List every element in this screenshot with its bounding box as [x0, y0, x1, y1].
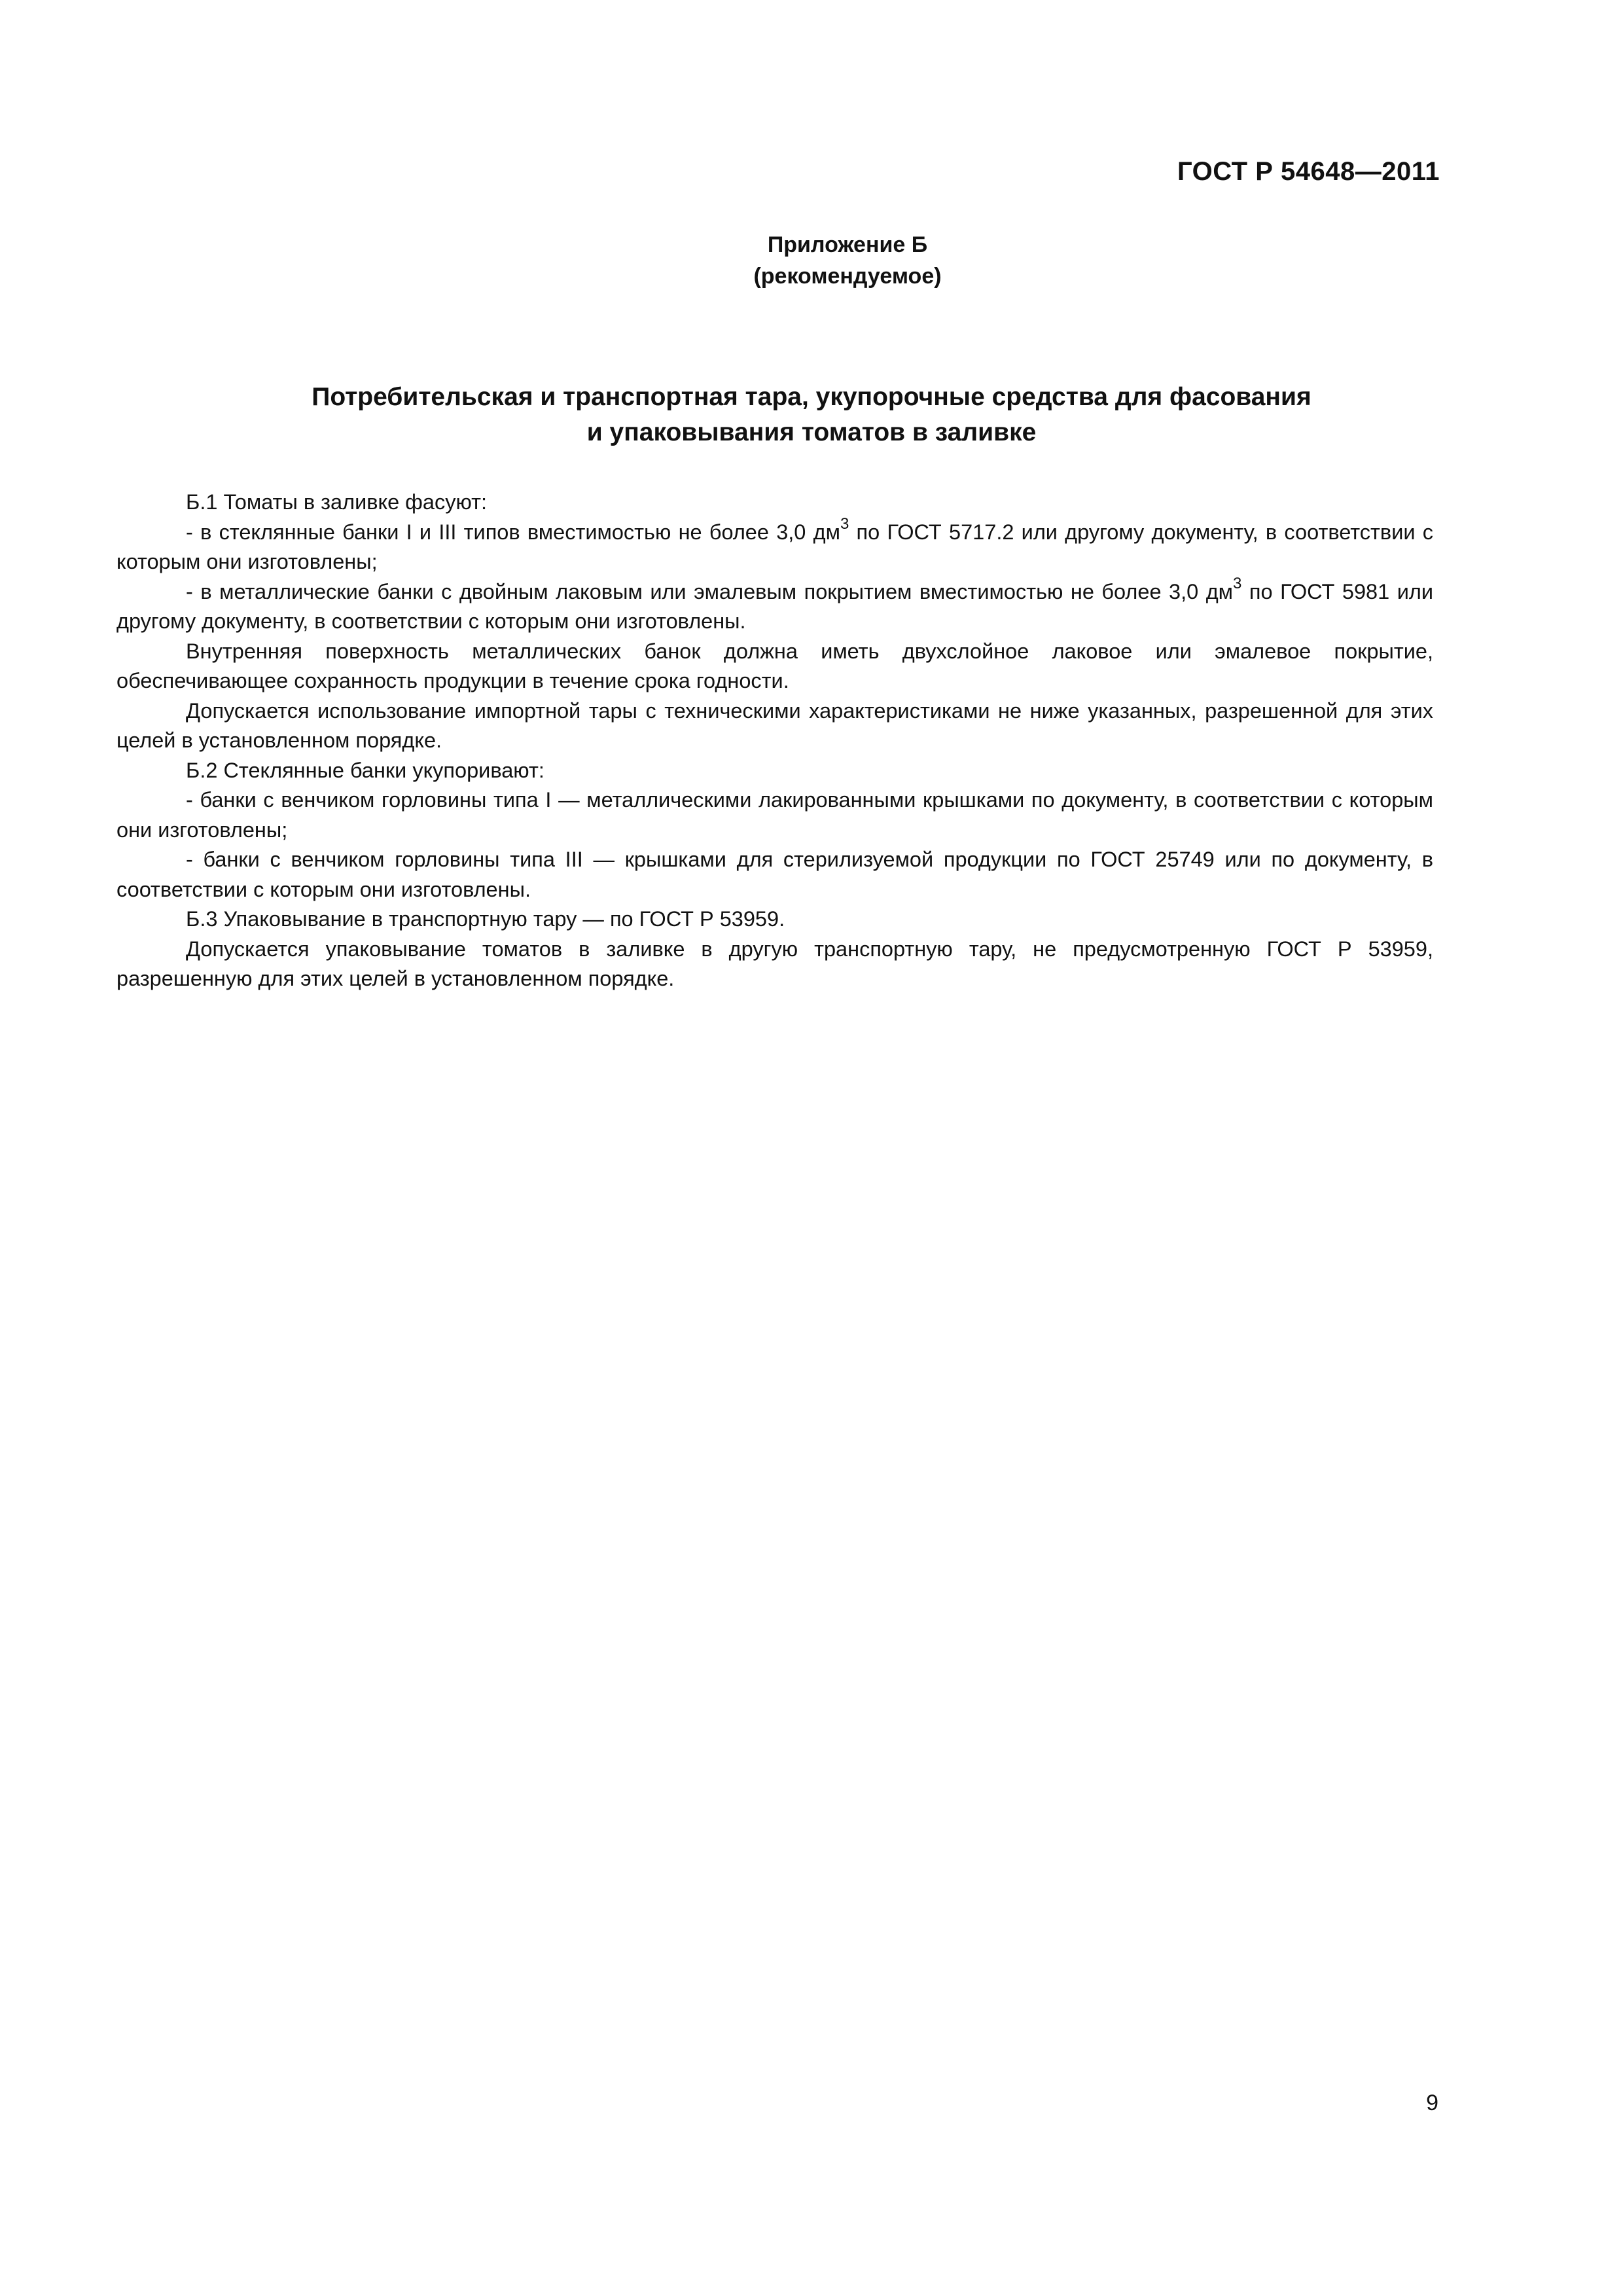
- annex-heading: [0, 229, 1623, 292]
- clause-b1: Б.1 Томаты в заливке фасуют:: [186, 490, 488, 514]
- body-text: [116, 488, 1433, 994]
- paragraph-inner-coating: Внутренняя поверхность металлических банок должна иметь двухслойное лаковое или эмалевое покрытие, обеспечивающее сохранность продукции в течение срока годности.: [116, 639, 1433, 692]
- paragraph-other-transport-packaging: Допускается упаковывание томатов в заливке в другую транспортную тару, не предусмотренную ГОСТ Р 53959, разрешенную для этих целей в установленном порядке.: [116, 937, 1433, 990]
- list-item-neck-type-3: - банки с венчиком горловины типа III — крышками для стерилизуемой продукции по ГОСТ 25749 или по документу, в соответствии с которым они изготовлены.: [116, 848, 1433, 901]
- title-line-2: и упаковывания томатов в заливке: [586, 418, 1037, 446]
- annex-status: (рекомендуемое): [753, 264, 942, 289]
- section-title: [118, 380, 1505, 450]
- annex-label: Приложение Б: [767, 232, 928, 257]
- list-item-glass-jars-text-a: - в стеклянные банки I и III типов вместимостью не более 3,0 дм: [186, 520, 840, 544]
- list-item-glass-jars: [116, 514, 1433, 577]
- superscript-3: 3: [840, 514, 849, 533]
- list-item-metal-cans-text-a: - в металлические банки с двойным лаковым или эмалевым покрытием вместимостью не более 3,0 дм: [186, 579, 1234, 603]
- list-item-neck-type-1: - банки с венчиком горловины типа I — металлическими лакированными крышками по документу, в соответствии с которым они изготовлены;: [116, 788, 1433, 842]
- standard-code: ГОСТ Р 54648—2011: [1177, 157, 1440, 186]
- clause-b2: Б.2 Стеклянные банки укупоривают:: [186, 758, 544, 782]
- list-item-metal-cans: [116, 574, 1433, 637]
- list-item-metal-cans-text-b: по ГОСТ 5981 или другому документу, в соответствии с которым они изготовлены.: [116, 579, 1433, 633]
- page-number: 9: [1426, 2090, 1438, 2115]
- superscript-3: 3: [1233, 574, 1242, 592]
- paragraph-imported-containers: Допускается использование импортной тары с техническими характеристиками не ниже указанных, разрешенной для этих целей в установленном порядке.: [116, 698, 1433, 752]
- clause-b3: Б.3 Упаковывание в транспортную тару — по ГОСТ Р 53959.: [186, 907, 785, 931]
- title-line-1: Потребительская и транспортная тара, укупорочные средства для фасования: [312, 383, 1311, 411]
- list-item-glass-jars-text-b: по ГОСТ 5717.2 или другому документу, в соответствии с которым они изготовлены;: [116, 520, 1433, 573]
